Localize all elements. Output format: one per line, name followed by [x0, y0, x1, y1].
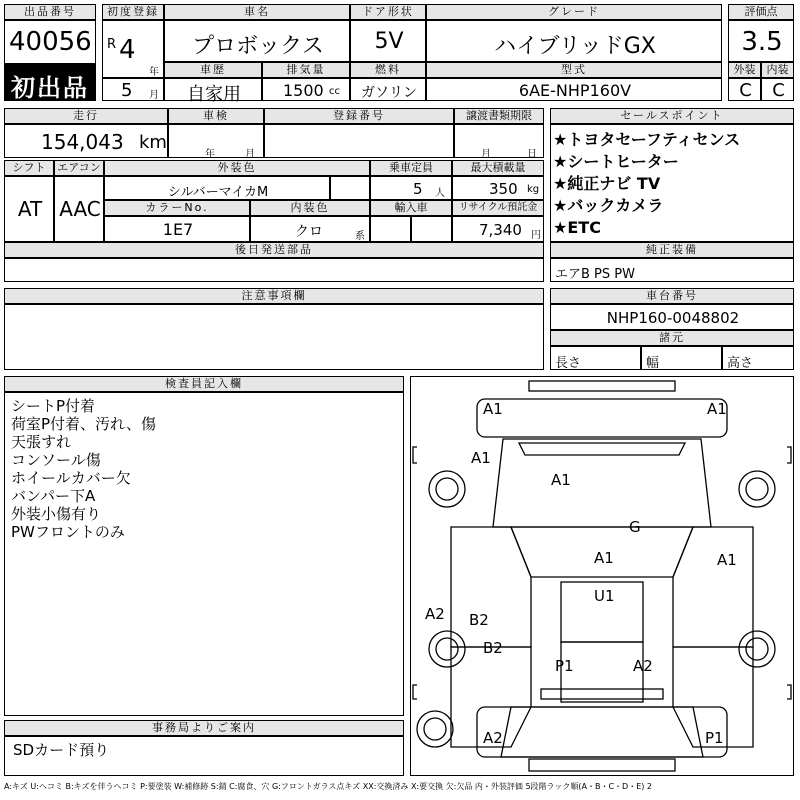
legend: A:キズ U:ヘコミ B:キズを伴うヘコミ P:要塗装 W:補修跡 S:錆 C:腐食、穴 G:フロントガラス点キズ XX:交換済み X:要交換 欠:欠品 内・外装評価 5段階ラック順(A・B・C・D・E) 2 — [4, 782, 653, 791]
rear-bumper-outline — [529, 759, 675, 771]
import-label: 輸入車 — [370, 200, 452, 216]
interior-cell — [250, 216, 370, 242]
inspection-label: 車検 — [168, 108, 264, 124]
sales-list — [553, 129, 740, 239]
wheel-front-right — [739, 471, 775, 507]
int-label: 内装 — [761, 62, 794, 78]
later-parts-label: 後日発送部品 — [4, 242, 544, 258]
interior-unit: 系 — [355, 231, 365, 242]
fuel-label: 燃料 — [350, 62, 426, 78]
mark-tail-left: P1 — [555, 657, 574, 675]
wheel-front-left — [429, 471, 465, 507]
mark-roof: A1 — [594, 549, 614, 567]
capacity-label: 乗車定員 — [370, 160, 452, 176]
inspector-line: バンパー下A — [11, 487, 96, 505]
capacity-unit: 人 — [435, 188, 445, 199]
inspector-label: 検査員記入欄 — [4, 376, 404, 392]
mirror-left-bracket — [413, 447, 417, 463]
rear-glass-strip — [541, 689, 663, 699]
aircon-cell — [54, 176, 104, 242]
mark-tail-right: A2 — [633, 657, 653, 675]
reg-label: 初度登録 — [102, 4, 164, 20]
inspection-month-unit: 月 — [245, 149, 255, 160]
reg-month: 5 — [121, 80, 133, 101]
load-unit: kg — [527, 184, 540, 195]
transfer-day-unit: 日 — [527, 149, 537, 160]
inspection-cell — [168, 124, 264, 158]
recycle-value: 7,340 — [479, 221, 522, 239]
wheel-rear-right-hub — [746, 638, 768, 660]
spec-height-cell — [722, 346, 794, 370]
ext-score: C — [739, 80, 752, 101]
load-cell — [452, 176, 544, 200]
mileage-value: 154,043 — [41, 130, 124, 154]
mark-front-left: A1 — [483, 400, 503, 418]
mark-left-rear-door: B2 — [469, 611, 489, 629]
exterior-value: シルバーマイカM — [167, 185, 269, 200]
notes-label: 注意事項欄 — [4, 288, 544, 304]
badge-text: 初出品 — [11, 74, 89, 102]
inspector-line: 荷室P付着、汚れ、傷 — [11, 415, 156, 433]
model-label: 型式 — [426, 62, 722, 78]
mileage-label: 走行 — [4, 108, 168, 124]
mileage-unit: km — [139, 132, 167, 153]
sales-cell — [550, 124, 794, 242]
reg-cell — [102, 20, 164, 78]
inspector-line: 天張すれ — [11, 433, 72, 451]
transfer-cell — [454, 124, 544, 158]
office-value: SDカード預り — [13, 741, 110, 759]
aircon-value: AAC — [59, 197, 101, 221]
front-bumper-outline — [529, 381, 675, 391]
reg-month-cell — [102, 78, 164, 101]
color-no-label: カラーNo. — [104, 200, 250, 216]
mark-left-quarter: B2 — [483, 639, 503, 657]
shift-value: AT — [17, 197, 43, 221]
sales-item: ★バックカメラ — [553, 196, 664, 215]
load-value: 350 — [489, 180, 518, 198]
capacity-cell — [370, 176, 452, 200]
model-cell — [426, 78, 722, 101]
door-cell — [350, 20, 426, 62]
reg-year: 4 — [119, 35, 136, 65]
genuine-value: エアB PS PW — [555, 267, 635, 282]
inspector-line: ホイールカバー欠 — [11, 469, 131, 487]
spare-tire — [417, 711, 453, 747]
lot-number-cell — [4, 20, 96, 64]
mark-rear-right: P1 — [705, 729, 724, 747]
aircon-label: エアコン — [54, 160, 104, 176]
lot-number: 40056 — [9, 27, 92, 57]
fuel-value: ガソリン — [361, 85, 417, 101]
spec-width-label: 幅 — [646, 356, 660, 371]
capacity-value: 5 — [413, 180, 423, 198]
reg-month-unit: 月 — [149, 90, 159, 101]
sales-item: ★トヨタセーフティセンス — [553, 130, 741, 149]
inspector-line: コンソール傷 — [11, 451, 101, 469]
inspector-cell — [4, 392, 404, 716]
inspection-year-unit: 年 — [205, 149, 215, 160]
shift-label: シフト — [4, 160, 54, 176]
interior-value: クロ — [295, 224, 323, 240]
history-label: 車歴 — [164, 62, 262, 78]
door-label: ドア形状 — [350, 4, 426, 20]
load-label: 最大積載量 — [452, 160, 544, 176]
wheel-front-left-hub — [436, 478, 458, 500]
spec-length-label: 長さ — [555, 356, 582, 371]
inspector-lines — [11, 397, 156, 541]
later-parts-cell — [4, 258, 544, 282]
mark-left-rear-quarter: A2 — [425, 605, 445, 623]
mark-windshield: A1 — [551, 471, 571, 489]
score-cell — [728, 20, 794, 62]
left-front-door — [451, 527, 531, 647]
spare-tire-hub — [424, 718, 446, 740]
wheel-rear-right — [739, 631, 775, 667]
history-value: 自家用 — [187, 84, 241, 105]
mileage-cell — [4, 124, 168, 158]
mark-roof-center: U1 — [594, 587, 615, 605]
reg-era: R — [107, 37, 117, 52]
reg-year-unit: 年 — [149, 67, 159, 78]
damage-diagram — [410, 376, 794, 776]
sales-item: ★ETC — [553, 218, 601, 237]
mark-rear-left: A2 — [483, 729, 503, 747]
ext-label: 外装 — [728, 62, 761, 78]
genuine-label: 純正装備 — [550, 242, 794, 258]
score-value: 3.5 — [741, 27, 783, 57]
spec-width-cell — [641, 346, 722, 370]
grade-value: ハイブリッドGX — [494, 34, 656, 59]
int-score: C — [772, 80, 785, 101]
rear-right-bracket — [787, 685, 791, 699]
car-label: 車名 — [164, 4, 350, 20]
mark-front-right: A1 — [707, 400, 727, 418]
chassis-label: 車台番号 — [550, 288, 794, 304]
notes-cell — [4, 304, 544, 370]
displacement-value: 1500 — [283, 81, 324, 100]
grille-outline — [519, 443, 685, 455]
rear-glass-outline — [501, 707, 703, 757]
first-listing-badge — [4, 64, 96, 101]
car-diagram-svg — [411, 377, 793, 775]
exterior-cell — [104, 176, 330, 200]
grade-label: グレード — [426, 4, 722, 20]
mirror-right-bracket — [787, 447, 791, 463]
displacement-label: 排気量 — [262, 62, 350, 78]
inspector-line: 外装小傷有り — [11, 505, 102, 523]
score-label: 評価点 — [728, 4, 794, 20]
interior-label: 内装色 — [250, 200, 370, 216]
hood-outline — [493, 439, 711, 527]
door-value: 5V — [374, 29, 404, 54]
mark-glass: G — [629, 518, 641, 536]
sales-item: ★シートヒーター — [553, 152, 679, 171]
wheel-front-right-hub — [746, 478, 768, 500]
car-name-cell — [164, 20, 350, 62]
grade-cell — [426, 20, 722, 62]
import-cell-a — [370, 216, 411, 242]
transfer-month-unit: 月 — [481, 149, 491, 160]
office-cell — [4, 736, 404, 776]
wheel-rear-left-hub — [436, 638, 458, 660]
transfer-label: 譲渡書類期限 — [454, 108, 544, 124]
specs-label: 諸元 — [550, 330, 794, 346]
color-no-cell — [104, 216, 250, 242]
mark-hood-left: A1 — [471, 449, 491, 467]
office-label: 事務局よりご案内 — [4, 720, 404, 736]
color-no-value: 1E7 — [162, 220, 194, 239]
ext-score-cell — [728, 78, 761, 101]
fuel-cell — [350, 78, 426, 101]
inspector-line: PWフロントのみ — [11, 523, 125, 541]
sales-item: ★純正ナビ TV — [553, 174, 661, 193]
displacement-cell — [262, 78, 350, 101]
history-cell — [164, 78, 262, 105]
recycle-unit: 円 — [531, 230, 541, 241]
genuine-cell — [550, 258, 794, 282]
chassis-value: NHP160-0048802 — [606, 309, 740, 327]
spec-length-cell — [550, 346, 641, 370]
regno-cell — [264, 124, 454, 158]
model-value: 6AE-NHP160V — [518, 81, 632, 100]
recycle-cell — [452, 216, 544, 242]
front-panel-outline — [477, 399, 727, 437]
mark-rear-right-door: A1 — [717, 551, 737, 569]
displacement-unit: cc — [329, 86, 340, 97]
import-cell-b — [411, 216, 452, 242]
shift-cell — [4, 176, 54, 242]
sales-label: セールスポイント — [550, 108, 794, 124]
rear-left-bracket — [413, 685, 417, 699]
recycle-label: リサイクル預託金 — [452, 200, 544, 216]
chassis-cell — [550, 304, 794, 330]
exterior-label: 外装色 — [104, 160, 370, 176]
wheel-rear-left — [429, 631, 465, 667]
spec-height-label: 高さ — [727, 356, 754, 371]
car-name: プロボックス — [192, 34, 324, 59]
lot-label: 出品番号 — [4, 4, 96, 20]
rear-panel-outline — [477, 707, 727, 757]
right-front-door — [673, 527, 753, 647]
exterior-extra-cell — [330, 176, 370, 200]
int-score-cell — [761, 78, 794, 101]
regno-label: 登録番号 — [264, 108, 454, 124]
inspector-line: シートP付着 — [11, 397, 96, 415]
